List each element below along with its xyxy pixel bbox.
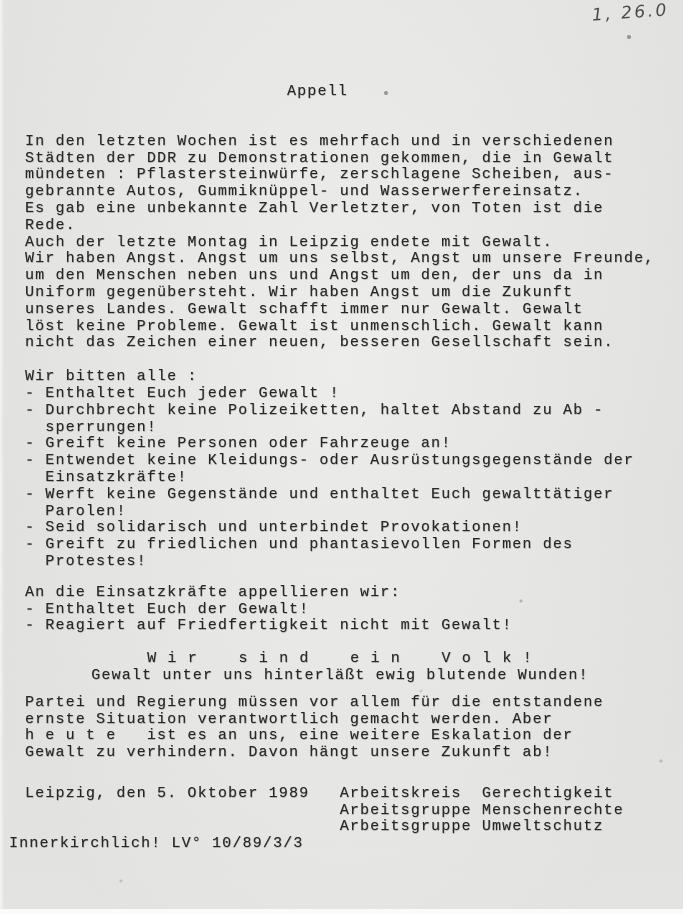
text-line: mündeten : Pflastersteinwürfe, zerschlagene Scheiben, aus- bbox=[25, 166, 614, 184]
text-line: sperrungen! bbox=[25, 418, 157, 436]
text-line: Uniform gegenübersteht. Wir haben Angst um die Zukunft bbox=[25, 283, 574, 301]
text-line: Einsatzkräfte! bbox=[25, 468, 188, 486]
text-line: Es gab eine unbekannte Zahl Verletzter, von Toten ist die bbox=[25, 199, 604, 217]
text-line: um den Menschen neben uns und Angst um den, der uns da in bbox=[25, 267, 604, 285]
text-line: nicht das Zeichen einer neuen, besseren Gesellschaft sein. bbox=[25, 334, 614, 352]
text-line: Wir haben Angst. Angst um uns selbst, Angst um unsere Freunde, bbox=[25, 250, 655, 268]
text-line: - Durchbrecht keine Polizeiketten, haltet Abstand zu Ab - bbox=[25, 401, 604, 419]
text-line: Protestes! bbox=[25, 552, 147, 570]
text-line: - Enthaltet Euch der Gewalt! bbox=[25, 600, 310, 618]
text-line: Auch der letzte Montag in Leipzig endete mit Gewalt. bbox=[25, 233, 553, 251]
text-line: Rede. bbox=[25, 216, 76, 234]
text-line: Arbeitsgruppe Umweltschutz bbox=[25, 818, 604, 836]
text-line: löst keine Probleme. Gewalt ist unmenschlich. Gewalt kann bbox=[25, 317, 604, 335]
text-line: Gewalt zu verhindern. Davon hängt unsere Zukunft ab! bbox=[25, 744, 553, 762]
text-line: In den letzten Wochen ist es mehrfach und in verschiedenen bbox=[25, 132, 614, 150]
text-line: - Greift zu friedlichen und phantasievollen Formen des bbox=[25, 536, 574, 554]
text-line: Wir bitten alle : bbox=[25, 368, 198, 386]
text-line: Leipzig, den 5. Oktober 1989 Arbeitskreis Gerechtigkeit bbox=[25, 784, 614, 802]
archive-note: Innerkirchlich! LV° 10/89/3/3 bbox=[9, 835, 304, 853]
scan-edge-left bbox=[0, 0, 4, 914]
text-line: unseres Landes. Gewalt schafft immer nur Gewalt. Gewalt bbox=[25, 300, 584, 318]
text-line: - Greift keine Personen oder Fahrzeuge an! bbox=[25, 435, 452, 453]
text-line: Gewalt unter uns hinterläßt ewig blutende Wunden! bbox=[91, 666, 589, 684]
intro-paragraph bbox=[25, 134, 675, 352]
text-line: - Werft keine Gegenstände und enthaltet Euch gewalttätiger bbox=[25, 485, 614, 503]
text-line: Arbeitsgruppe Menschenrechte bbox=[25, 801, 624, 819]
text-line: gebrannte Autos, Gummiknüppel- und Wasserwerfereinsatz. bbox=[25, 183, 584, 201]
text-line: An die Einsatzkräfte appellieren wir: bbox=[25, 583, 401, 601]
signature-block bbox=[25, 786, 675, 836]
handwritten-annotation: 1, 26.0 bbox=[591, 0, 670, 26]
text-line: - Enthaltet Euch jeder Gewalt ! bbox=[25, 384, 340, 402]
document-title: Appell bbox=[287, 83, 348, 100]
text-line: Städten der DDR zu Demonstrationen gekommen, die in Gewalt bbox=[25, 149, 614, 167]
text-line: W i r s i n d e i n V o l k ! bbox=[147, 650, 533, 668]
scan-edge-bottom bbox=[0, 909, 683, 914]
text-line: - Entwendet keine Kleidungs- oder Ausrüstungsgegenstände der bbox=[25, 452, 635, 470]
text-line: Partei und Regierung müssen vor allem für die entstandene bbox=[25, 693, 604, 711]
responsibility-paragraph bbox=[25, 695, 675, 762]
appeal-to-all-list bbox=[25, 369, 675, 571]
text-line: ernste Situation verantwortlich gemacht werden. Aber bbox=[25, 710, 553, 728]
appeal-to-forces-list bbox=[25, 585, 675, 635]
text-line: h e u t e ist es an uns, eine weitere Eskalation der bbox=[25, 727, 574, 745]
text-line: - Reagiert auf Friedfertigkeit nicht mit Gewalt! bbox=[25, 617, 513, 635]
text-line: Parolen! bbox=[25, 502, 127, 520]
text-line: - Seid solidarisch und unterbindet Provokationen! bbox=[25, 519, 523, 537]
slogan-block bbox=[25, 651, 655, 685]
